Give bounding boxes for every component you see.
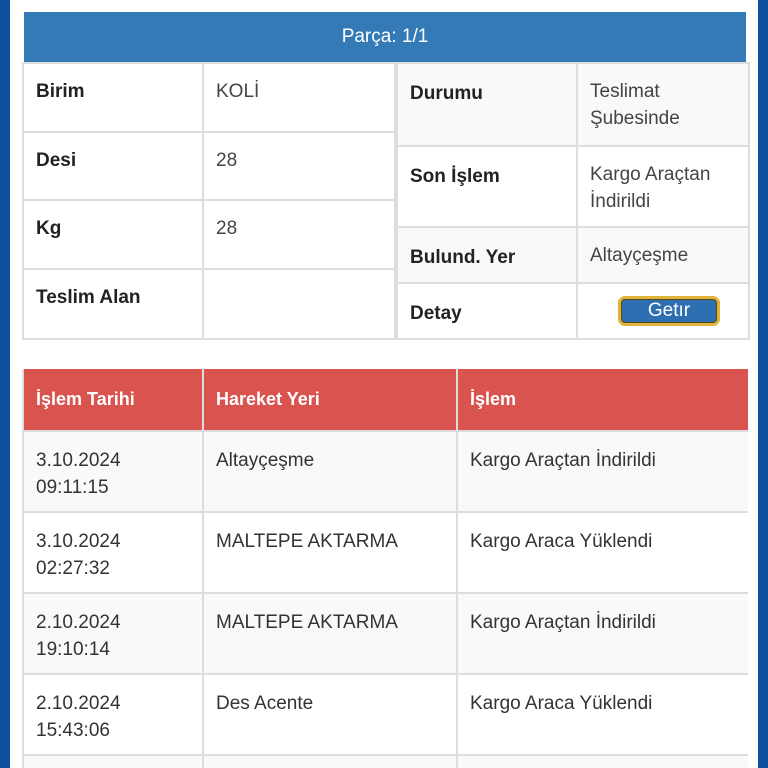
move-place: Altayçeşme [203,431,457,512]
info-label: Detay [397,283,577,339]
table-row [23,755,748,768]
info-label: Kg [23,200,203,269]
part-header-title: Parça: 1/1 [341,26,429,47]
column-header-date: İşlem Tarihi [23,369,203,431]
info-value: 28 [203,200,395,269]
move-datetime [23,431,203,512]
part-header [24,12,746,62]
info-row-desi [23,132,395,200]
move-datetime [23,674,203,755]
move-action: Kargo Araca Yüklendi [457,512,748,593]
info-value-line: Şubesinde [590,108,680,129]
shipment-info [22,62,748,340]
info-value [577,283,749,339]
info-row-detail [397,283,749,339]
move-date: 2.10.2024 [36,612,121,633]
move-date: 3.10.2024 [36,450,121,471]
content-frame [10,0,758,768]
move-datetime [23,755,203,768]
info-value-line: İndirildi [590,191,651,212]
info-label: Bulund. Yer [397,227,577,283]
table-row [23,512,748,593]
info-row-unit [23,63,395,132]
move-time: 09:11:15 [36,477,109,498]
move-datetime [23,593,203,674]
move-action: Kargo Araçtan İndirildi [457,431,748,512]
info-label: Desi [23,132,203,200]
info-value [577,146,749,227]
info-row-last-action [397,146,749,227]
detail-fetch-button[interactable]: Getır [618,296,720,326]
info-row-receiver [23,269,395,339]
info-value-line: Altayçeşme [590,245,689,266]
info-label: Son İşlem [397,146,577,227]
info-value [577,227,749,283]
info-value [577,63,749,146]
move-datetime [23,512,203,593]
info-value-line: Kargo Araçtan [590,164,711,185]
move-time: 02:27:32 [36,558,110,579]
info-value: KOLİ [203,63,395,132]
info-label: Teslim Alan [23,269,203,339]
movement-history [22,369,748,768]
column-header-action: İşlem [457,369,748,431]
move-action [457,755,748,768]
info-table-left [22,62,396,340]
move-date: 3.10.2024 [36,531,121,552]
info-label: Durumu [397,63,577,146]
move-time: 15:43:06 [36,720,110,741]
move-time: 19:10:14 [36,639,110,660]
info-value [203,269,395,339]
move-place [203,755,457,768]
table-row [23,593,748,674]
table-row [23,674,748,755]
info-value: 28 [203,132,395,200]
column-header-place: Hareket Yeri [203,369,457,431]
table-row [23,431,748,512]
info-table-right [396,62,750,340]
info-row-location [397,227,749,283]
movement-header-row [23,369,748,431]
movement-table [22,369,748,768]
move-place: Des Acente [203,674,457,755]
info-row-kg [23,200,395,269]
move-date: 2.10.2024 [36,693,121,714]
move-action: Kargo Araca Yüklendi [457,674,748,755]
move-place: MALTEPE AKTARMA [203,593,457,674]
info-value-line: Teslimat [590,81,660,102]
info-row-status [397,63,749,146]
info-label: Birim [23,63,203,132]
move-place: MALTEPE AKTARMA [203,512,457,593]
move-action: Kargo Araçtan İndirildi [457,593,748,674]
